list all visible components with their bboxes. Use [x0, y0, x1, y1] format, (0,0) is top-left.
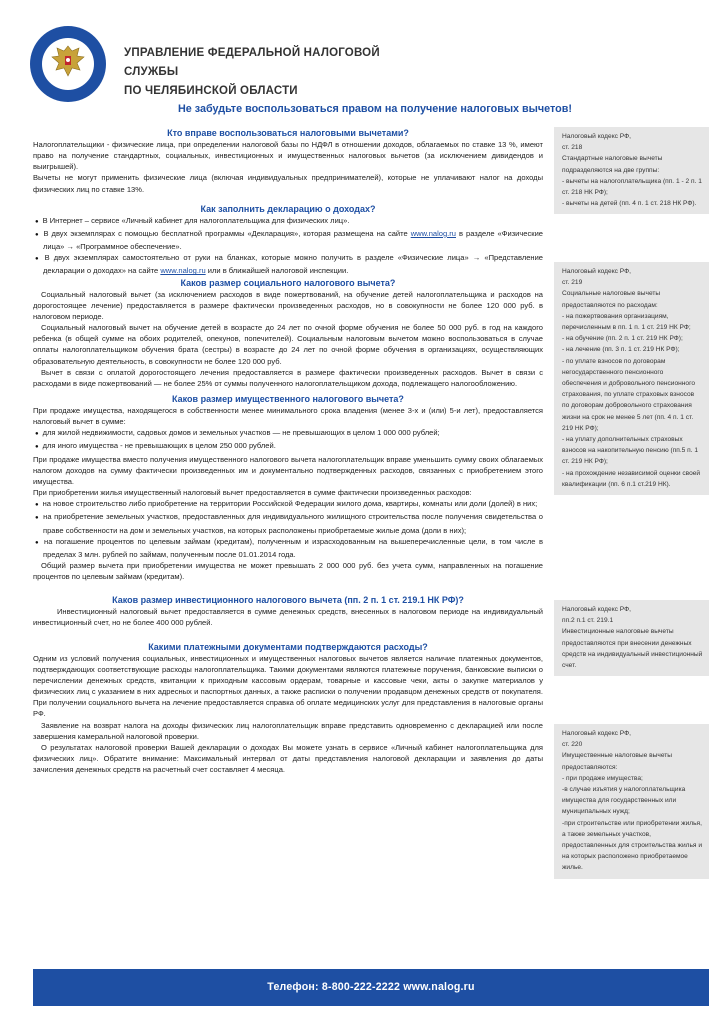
sidebar-line: Инвестиционные налоговые вычеты предоставляются при внесении денежных средств на индивидуальный инвестиционный счет.	[562, 628, 703, 670]
sidebar-line: - на прохождение независимой оценки своей квалификации (пп. 6 п.1 ст.219 НК).	[562, 469, 701, 488]
list-item-text: В двух экземплярах с помощью бесплатной программы «Декларация», которая размещена на сайте	[43, 228, 411, 238]
sidebar-line: - по уплате взносов по договорам негосударственного пенсионного обеспечения и добровольного пенсионного страхования, по уплате страховых взносов по договорам добровольного страхования жизни на срок не менее 5 лет (пп. 4 п. 1 ст. 219 НК РФ);	[562, 357, 696, 432]
sidebar-line: Налоговый кодекс РФ,	[562, 268, 631, 275]
sidebar-line: Налоговый кодекс РФ,	[562, 606, 631, 613]
sidebar-line: ст. 220	[562, 741, 583, 749]
sidebar-line: Налоговый кодекс РФ,	[562, 133, 631, 140]
eagle-icon	[49, 42, 87, 82]
list-item-text: В двух экземплярах самостоятельно от руки на бланках, которые можно получить в разделе «Физические лица» → «Представление декларации о доходах» на сайте	[43, 253, 544, 276]
list-item: ● для иного имущества - не превышающих в целом 250 000 рублей.	[33, 440, 543, 453]
section-title-documents: Какими платежными документами подтверждаются расходы?	[148, 641, 428, 652]
list-item: ● на погашение процентов по целевым займам (кредитам), полученным и израсходованным на вышеперечисленные цели, в том числе в пределах 3 млн. рублей по займам, полученным после 01.01.2014 года.	[33, 536, 543, 560]
sidebar-line: ст. 218	[562, 144, 583, 152]
paragraph: Социальный налоговый вычет (за исключением расходов в виде пожертвований, на обучение детей налогоплательщика и расходов на дорогостоящее лечение) предоставляется в размере фактически произведенных расходов, но в совокупности не более 120 000 руб. в налоговом периоде.	[33, 289, 543, 321]
list-item: ● на новое строительство либо приобретение на территории Российской Федерации жилого дома, квартиры, комнаты или доли (долей) в них;	[33, 498, 543, 511]
section-title-property: Каков размер имущественного налогового вычета?	[172, 393, 404, 404]
sidebar-note-art219-1	[554, 600, 709, 676]
fns-emblem	[30, 26, 106, 102]
section-title-social: Каков размер социального налогового вычета?	[180, 277, 396, 288]
page-headline: Не забудьте воспользоваться правом на получение налоговых вычетов!	[177, 103, 573, 115]
list-item	[33, 228, 543, 252]
main-content	[33, 123, 543, 775]
sidebar-line: - вычеты на детей (пп. 4 п. 1 ст. 218 НК РФ).	[562, 200, 697, 208]
list-item	[33, 252, 543, 276]
paragraph: Налогоплательщики - физические лица, при определении налоговой базы по НДФЛ в отношении доходов, облагаемых по ставке 13 %, имеют право на получение стандартных, социальных, инвестиционных и имущественных налоговых вычетов (за исключением дивидендов и выигрышей).	[33, 140, 543, 172]
sidebar-line: ст. 219	[562, 279, 583, 287]
sidebar-line: - вычеты на налогоплательщика (пп. 1 - 2 п. 1 ст. 218 НК РФ);	[562, 177, 702, 197]
sidebar-line: -в случае изъятия у налогоплательщика имущества для государственных или муниципальных нужд;	[562, 786, 686, 816]
nalog-link[interactable]: www.nalog.ru	[410, 228, 456, 238]
sidebar-line: - на уплату дополнительных страховых взносов на накопительную пенсию (пп.5 п. 1 ст. 219 НК РФ);	[562, 436, 699, 466]
list-item: ● на приобретение земельных участков, предоставленных для индивидуального жилищного строительства после получения свидетельства о праве собственности на дом и земельных участков, на которых расположены приобретаемые жилые дома (доли в них);	[33, 511, 543, 535]
paragraph: Заявление на возврат налога на доходы физических лиц налогоплательщик вправе представить одновременно с декларацией или после завершения камеральной налоговой проверки.	[33, 720, 543, 741]
list-item-text: или в ближайшей налоговой инспекции.	[205, 266, 349, 276]
paragraph: При продаже имущества вместо получения имущественного налогового вычета налогоплательщик вправе уменьшить сумму своих облагаемых налогом доходов на сумму фактически произведенных им и документально подтвержденных расходов, связанных с приобретением этого имущества.	[33, 454, 543, 486]
paragraph: Общий размер вычета при приобретении имущества не может превышать 2 000 000 руб. без учета сумм, направленных на погашение процентов по целевым займам (кредитам).	[33, 561, 543, 582]
org-name-line1: УПРАВЛЕНИЕ ФЕДЕРАЛЬНОЙ НАЛОГОВОЙ СЛУЖБЫ	[124, 47, 380, 78]
sidebar-line: - при продаже имущества;	[562, 774, 643, 782]
paragraph: При приобретении жилья имущественный налоговый вычет предоставляется в сумме фактически произведенных расходов:	[33, 488, 472, 498]
sidebar-line: - на пожертвования организациям, перечисленным в пп. 1 п. 1 ст. 219 НК РФ;	[562, 312, 691, 332]
sidebar-line: - на лечение (пп. 3 п. 1 ст. 219 НК РФ);	[562, 346, 680, 354]
paragraph: Вычеты не могут применить физические лица (включая индивидуальных предпринимателей), которые не уплачивают налог на доходы физических лиц по ставке 13%.	[33, 173, 543, 194]
section-title-eligibility: Кто вправе воспользоваться налоговыми вычетами?	[167, 128, 409, 138]
sidebar-line: Социальные налоговые вычеты предоставляются по расходам:	[562, 290, 661, 309]
nalog-link[interactable]: www.nalog.ru	[160, 266, 206, 276]
section-title-declaration: Как заполнить декларацию о доходах?	[200, 203, 376, 214]
org-name	[124, 44, 424, 101]
org-name-line2: ПО ЧЕЛЯБИНСКОЙ ОБЛАСТИ	[124, 85, 298, 97]
sidebar-line: - на обучение (пп. 2 п. 1 ст. 219 НК РФ);	[562, 335, 683, 343]
sidebar-line: Стандартные налоговые вычеты подразделяются на две группы:	[562, 155, 663, 174]
paragraph: Социальный налоговый вычет на обучение детей в возрасте до 24 лет по очной форме обучения не более 50 000 руб. в год на каждого ребенка (в общей сумме на обоих родителей, опекунов, попечителей). Социальным налоговым вычетом можно воспользоваться в случае оплаты налогоплательщиком обучения брата (сестры) в возрасте до 24 лет по очной форме обучения в организациях, осуществляющих образовательную деятельность, в совокупности не более 120 000 руб.	[33, 323, 543, 366]
paragraph: О результатах налоговой проверки Вашей декларации о доходах Вы можете узнать в сервисе «Личный кабинет налогоплательщика для физических лиц». Обратите внимание: Максимальный интервал от даты представления налоговой декларации и заявления до даты зачисления денежных средств на расчетный счет составляет 4 месяца.	[33, 742, 543, 775]
sidebar-note-art219	[554, 262, 709, 495]
paragraph: При продаже имущества, находящегося в собственности менее минимального срока владения (менее 3-х и (или) 5-и лет), предоставляется налоговый вычет в сумме:	[33, 405, 543, 427]
paragraph: Одним из условий получения социальных, инвестиционных и имущественных налоговых вычетов является наличие платежных документов, подтверждающих соответствующие расходы налогоплательщика. Такими документами являются платежные поручения, банковские выписки о перечислении денежных средств, квитанции к приходным кассовым ордерам, товарные и кассовые чеки, акты о закупке материалов у физических лиц с указанием в них адресных и паспортных данных, а также расписки о получении продавцом денежных средств от покупателя. При получении социального вычета на лечение предоставляется справка об оплате медицинских услуг для представления в налоговые органы РФ.	[33, 653, 543, 719]
sidebar-line: -при строительстве или приобретении жилья, а также земельных участков, предоставленных для строительства жилья и на которых расположено приобретаемое жилье.	[562, 819, 703, 872]
sidebar-line: Налоговый кодекс РФ,	[562, 730, 631, 737]
sidebar-line: пп.2 п.1 ст. 219.1	[562, 617, 614, 625]
paragraph: Вычет в связи с оплатой дорогостоящего лечения предоставляется в размере фактически произведенных расходов. Вычет в связи с расходами в виде пожертвований — не более 25% от суммы полученного налогоплательщиком дохода, подлежащего налогообложению.	[33, 367, 543, 388]
sidebar-line: Имущественные налоговые вычеты предоставляются:	[562, 752, 673, 771]
list-item: ● В Интернет – сервисе «Личный кабинет для налогоплательщика для физических лиц».	[33, 215, 543, 228]
sidebar-note-art220	[554, 724, 709, 879]
footer-bar	[33, 969, 709, 1006]
list-item-text: в разделе «Физические лица» → «Программное обеспечение».	[43, 228, 543, 252]
sidebar-note-art218	[554, 127, 709, 214]
paragraph: Инвестиционный налоговый вычет предоставляется в сумме денежных средств, внесенных в налоговом периоде на индивидуальный инвестиционный счет, но не более 400 000 рублей.	[33, 607, 543, 628]
list-item: ● для жилой недвижимости, садовых домов и земельных участков — не превышающих в целом 1 000 000 рублей;	[33, 427, 543, 440]
footer-contacts: Телефон: 8-800-222-2222 www.nalog.ru	[267, 981, 475, 993]
section-title-investment: Каков размер инвестиционного налогового вычета (пп. 2 п. 1 ст. 219.1 НК РФ)?	[112, 595, 464, 606]
